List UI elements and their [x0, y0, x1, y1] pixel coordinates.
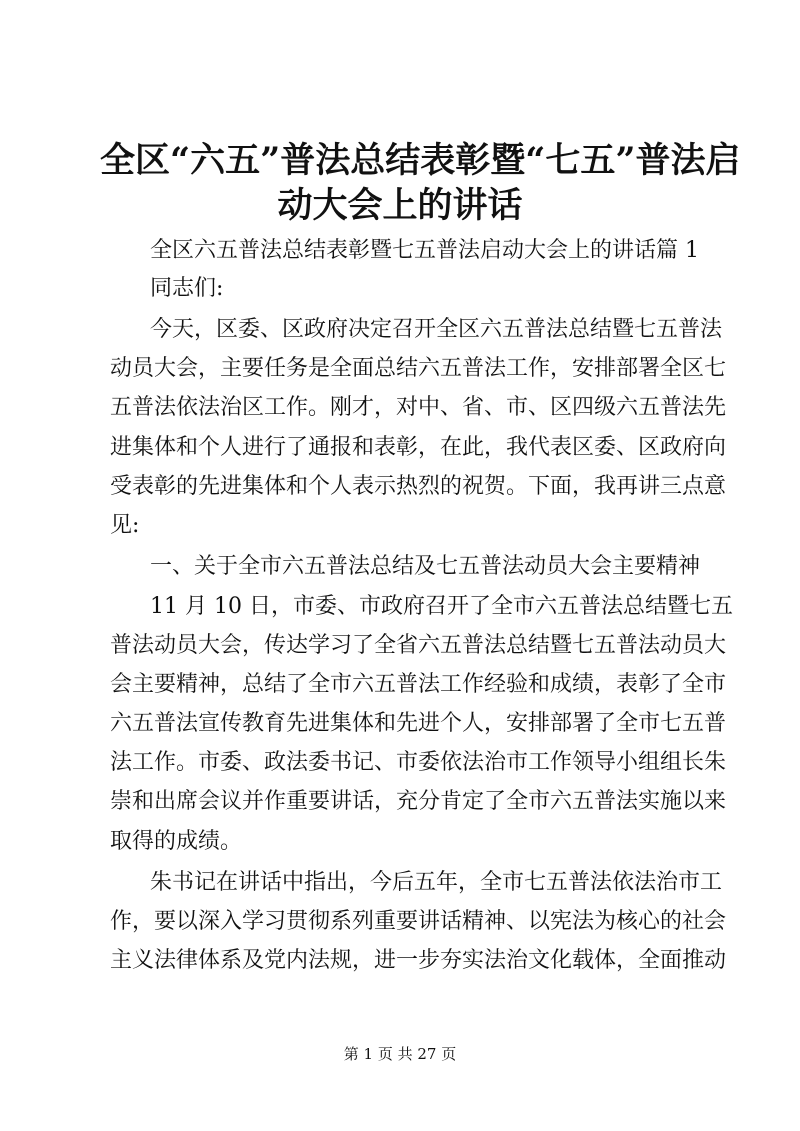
paragraph-line: 见:: [110, 513, 140, 538]
paragraph-line: 动员大会，主要任务是全面总结六五普法工作，安排部署全区七: [110, 356, 727, 381]
document-title-line-1: 全区“六五”普法总结表彰暨“七五”普法启: [100, 140, 741, 181]
paragraph-line: 今天，区委、区政府决定召开全区六五普法总结暨七五普法: [150, 317, 723, 342]
section-heading: 全区六五普法总结表彰暨七五普法启动大会上的讲话篇 1: [150, 238, 699, 263]
paragraph-line: 11 月 10 日，市委、市政府召开了全市六五普法总结暨七五: [150, 594, 733, 619]
page-footer: 第 1 页 共 27 页: [343, 1045, 457, 1063]
paragraph-line: 崇和出席会议并作重要讲话，充分肯定了全市六五普法实施以来: [110, 789, 727, 814]
paragraph-line: 作，要以深入学习贯彻系列重要讲话精神、以宪法为核心的社会: [110, 909, 727, 934]
paragraph-line: 六五普法宣传教育先进集体和先进个人，安排部署了全市七五普: [110, 711, 727, 736]
paragraph-line: 普法动员大会，传达学习了全省六五普法总结暨七五普法动员大: [110, 633, 727, 658]
paragraph-line: 主义法律体系及党内法规，进一步夯实法治文化载体，全面推动: [110, 948, 727, 973]
document-title-line-2: 动大会上的讲话: [277, 185, 523, 226]
paragraph-line: 进集体和个人进行了通报和表彰，在此，我代表区委、区政府向: [110, 435, 727, 460]
paragraph-line: 法工作。市委、政法委书记、市委依法治市工作领导小组组长朱: [110, 750, 727, 775]
paragraph-line: 五普法依法治区工作。刚才，对中、省、市、区四级六五普法先: [110, 395, 727, 420]
paragraph-line: 朱书记在讲话中指出，今后五年，全市七五普法依法治市工: [150, 870, 723, 895]
paragraph-line: 受表彰的先进集体和个人表示热烈的祝贺。下面，我再讲三点意: [110, 474, 727, 499]
salutation: 同志们:: [150, 276, 224, 301]
paragraph-line: 会主要精神，总结了全市六五普法工作经验和成绩，表彰了全市: [110, 672, 727, 697]
subheading: 一、关于全市六五普法总结及七五普法动员大会主要精神: [150, 554, 701, 579]
paragraph-line: 取得的成绩。: [110, 829, 243, 854]
